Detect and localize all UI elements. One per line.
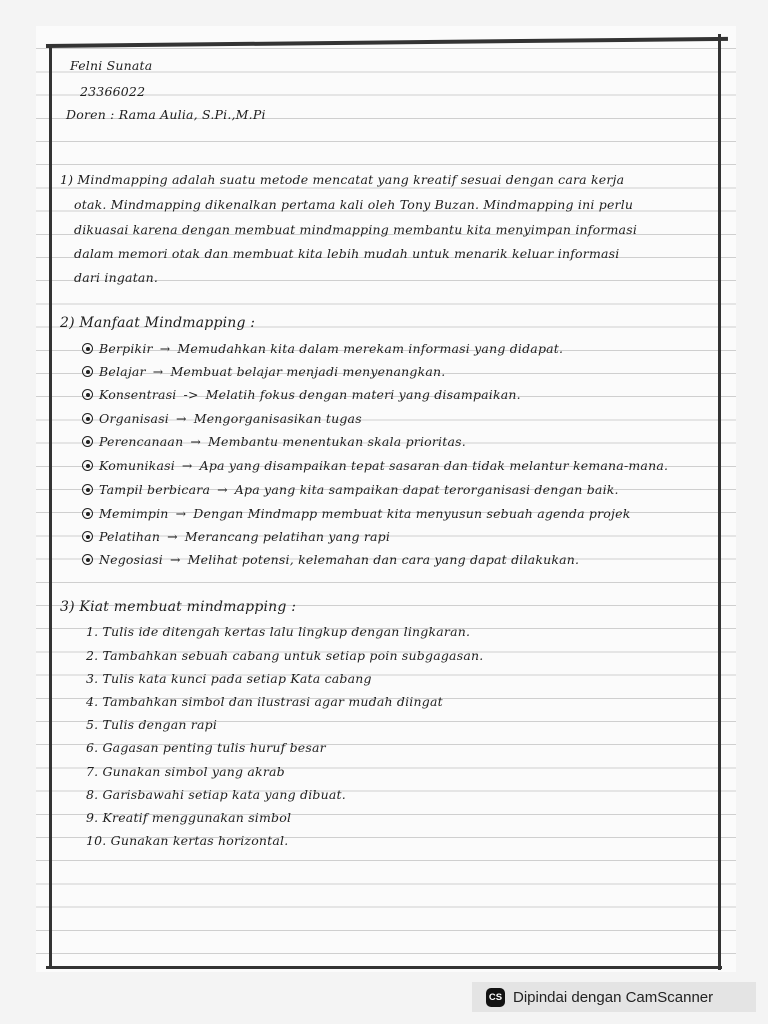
list-item: 8. Garisbawahi setiap kata yang dibuat. (86, 787, 346, 802)
arrow-icon: → (152, 364, 164, 379)
arrow-icon: → (159, 341, 171, 356)
item-term: Memimpin (99, 506, 169, 521)
item-description: Memudahkan kita dalam merekam informasi yang didapat. (177, 341, 564, 356)
list-item: 4. Tambahkan simbol dan ilustrasi agar mudah diingat (86, 694, 443, 709)
arrow-icon: → (190, 434, 202, 449)
item-description: Membuat belajar menjadi menyenangkan. (170, 364, 446, 379)
item-description: Melihat potensi, kelemahan dan cara yang dapat dilakukan. (187, 552, 580, 567)
list-item (82, 458, 668, 473)
list-item (82, 364, 445, 379)
list-item (82, 411, 362, 426)
list-item: 3. Tulis kata kunci pada setiap Kata cabang (86, 671, 372, 686)
paragraph-line: otak. Mindmapping dikenalkan pertama kali oleh Tony Buzan. Mindmapping ini perlu (74, 197, 634, 212)
item-term: Organisasi (99, 411, 170, 426)
item-description: Apa yang kita sampaikan dapat terorganisasi dengan baik. (234, 482, 619, 497)
item-term: Konsentrasi (99, 387, 177, 402)
right-margin-line (718, 34, 721, 970)
paragraph-line: dikuasai karena dengan membuat mindmapping membantu kita menyimpan informasi (74, 222, 638, 237)
arrow-icon: → (169, 552, 181, 567)
bullet-icon (82, 508, 93, 519)
list-item: 7. Gunakan simbol yang akrab (86, 764, 285, 779)
bullet-icon (82, 343, 93, 354)
bottom-margin-line (46, 966, 722, 969)
student-name: Felni Sunata (70, 58, 153, 73)
item-term: Perencanaan (99, 434, 184, 449)
list-item: 1. Tulis ide ditengah kertas lalu lingkup dengan lingkaran. (86, 624, 471, 639)
section-title: 2) Manfaat Mindmapping : (60, 315, 256, 331)
item-description: Merancang pelatihan yang rapi (184, 529, 391, 544)
item-description: Membantu menentukan skala prioritas. (208, 434, 466, 449)
item-description: Apa yang disampaikan tepat sasaran dan tidak melantur kemana-mana. (199, 458, 669, 473)
list-item (82, 387, 521, 402)
item-term: Pelatihan (99, 529, 161, 544)
list-item: 10. Gunakan kertas horizontal. (86, 833, 289, 848)
bullet-icon (82, 531, 93, 542)
list-item (82, 434, 466, 449)
bullet-icon (82, 436, 93, 447)
bullet-icon (82, 413, 93, 424)
bullet-icon (82, 366, 93, 377)
lecturer-name: Doren : Rama Aulia, S.Pi.,M.Pi (66, 107, 266, 122)
arrow-icon: → (175, 506, 187, 521)
item-description: Mengorganisasikan tugas (193, 411, 362, 426)
item-description: Dengan Mindmapp membuat kita menyusun sebuah agenda projek (193, 506, 631, 521)
student-id: 23366022 (80, 84, 146, 99)
section-title: 3) Kiat membuat mindmapping : (60, 599, 297, 615)
camscanner-badge (472, 982, 756, 1012)
bullet-icon (82, 554, 93, 565)
camscanner-text: Dipindai dengan CamScanner (513, 988, 714, 1006)
item-term: Berpikir (99, 341, 153, 356)
list-item: 5. Tulis dengan rapi (86, 717, 218, 732)
list-item (82, 341, 563, 356)
item-term: Belajar (99, 364, 146, 379)
arrow-icon: → (176, 411, 187, 426)
arrow-icon: -> (183, 387, 199, 402)
camscanner-logo-icon: CS (486, 988, 505, 1007)
list-item (82, 506, 630, 521)
arrow-icon: → (181, 458, 193, 473)
list-item: 2. Tambahkan sebuah cabang untuk setiap poin subgagasan. (86, 648, 484, 663)
list-item (82, 552, 579, 567)
notebook-page (36, 26, 736, 972)
item-term: Tampil berbicara (99, 482, 211, 497)
arrow-icon: → (167, 529, 178, 544)
paragraph-line: dalam memori otak dan membuat kita lebih mudah untuk menarik keluar informasi (74, 246, 620, 261)
paragraph-line: dari ingatan. (74, 270, 159, 285)
list-item: 9. Kreatif menggunakan simbol (86, 810, 292, 825)
bullet-icon (82, 389, 93, 400)
left-margin-line (49, 46, 52, 968)
arrow-icon: → (217, 482, 228, 497)
item-term: Komunikasi (99, 458, 175, 473)
bullet-icon (82, 460, 93, 471)
paragraph-line: 1) Mindmapping adalah suatu metode mencatat yang kreatif sesuai dengan cara kerja (60, 172, 625, 187)
item-description: Melatih fokus dengan materi yang disampaikan. (205, 387, 521, 402)
list-item (82, 529, 390, 544)
list-item: 6. Gagasan penting tulis huruf besar (86, 740, 326, 755)
list-item (82, 482, 619, 497)
item-term: Negosiasi (99, 552, 163, 567)
bullet-icon (82, 484, 93, 495)
